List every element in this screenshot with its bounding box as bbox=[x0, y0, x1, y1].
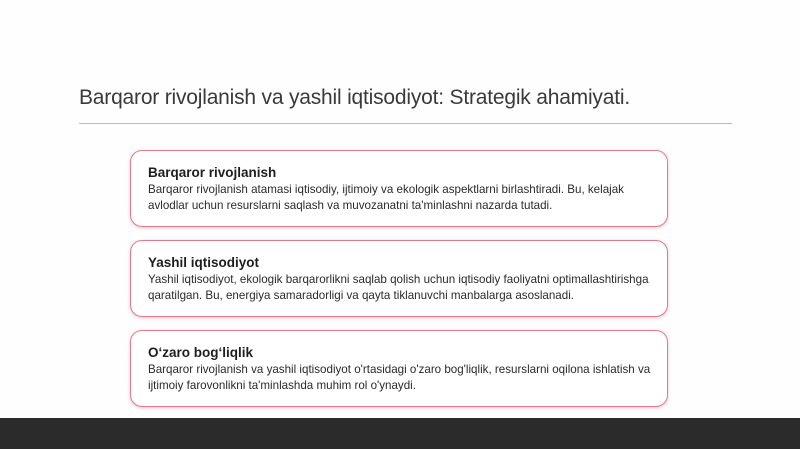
card-text: Barqaror rivojlanish atamasi iqtisodiy, ijtimoiy va ekologik aspektlarni birlashtiradi. Bu, kelajak avlodlar uchun resurslarni saqlash va muvozanatni ta'minlashni nazarda tutadi. bbox=[148, 183, 624, 212]
card-title: Yashil iqtisodiyot bbox=[148, 255, 260, 270]
card-title: O‘zaro bog‘liqlik bbox=[148, 345, 254, 360]
card-green-economy bbox=[130, 240, 668, 317]
slide-title: Barqaror rivojlanish va yashil iqtisodiyot: Strategik ahamiyati. bbox=[79, 86, 630, 109]
bottom-bar bbox=[0, 418, 800, 449]
title-divider bbox=[79, 123, 732, 124]
card-text: Barqaror rivojlanish va yashil iqtisodiyot o'rtasidagi o'zaro bog'liqlik, resurslarni oqilona ishlatish va ijtimoiy farovonlikni ta'minlashda muhim rol o'ynaydi. bbox=[148, 363, 651, 392]
card-text: Yashil iqtisodiyot, ekologik barqarorlikni saqlab qolish uchun iqtisodiy faoliyatni optimallashtirishga qaratilgan. Bu, energiya samaradorligi va qayta tiklanuvchi manbalarga asoslanadi. bbox=[148, 273, 649, 302]
card-interdependence bbox=[130, 330, 668, 407]
card-title: Barqaror rivojlanish bbox=[148, 165, 277, 180]
card-sustainable-development bbox=[130, 150, 668, 227]
